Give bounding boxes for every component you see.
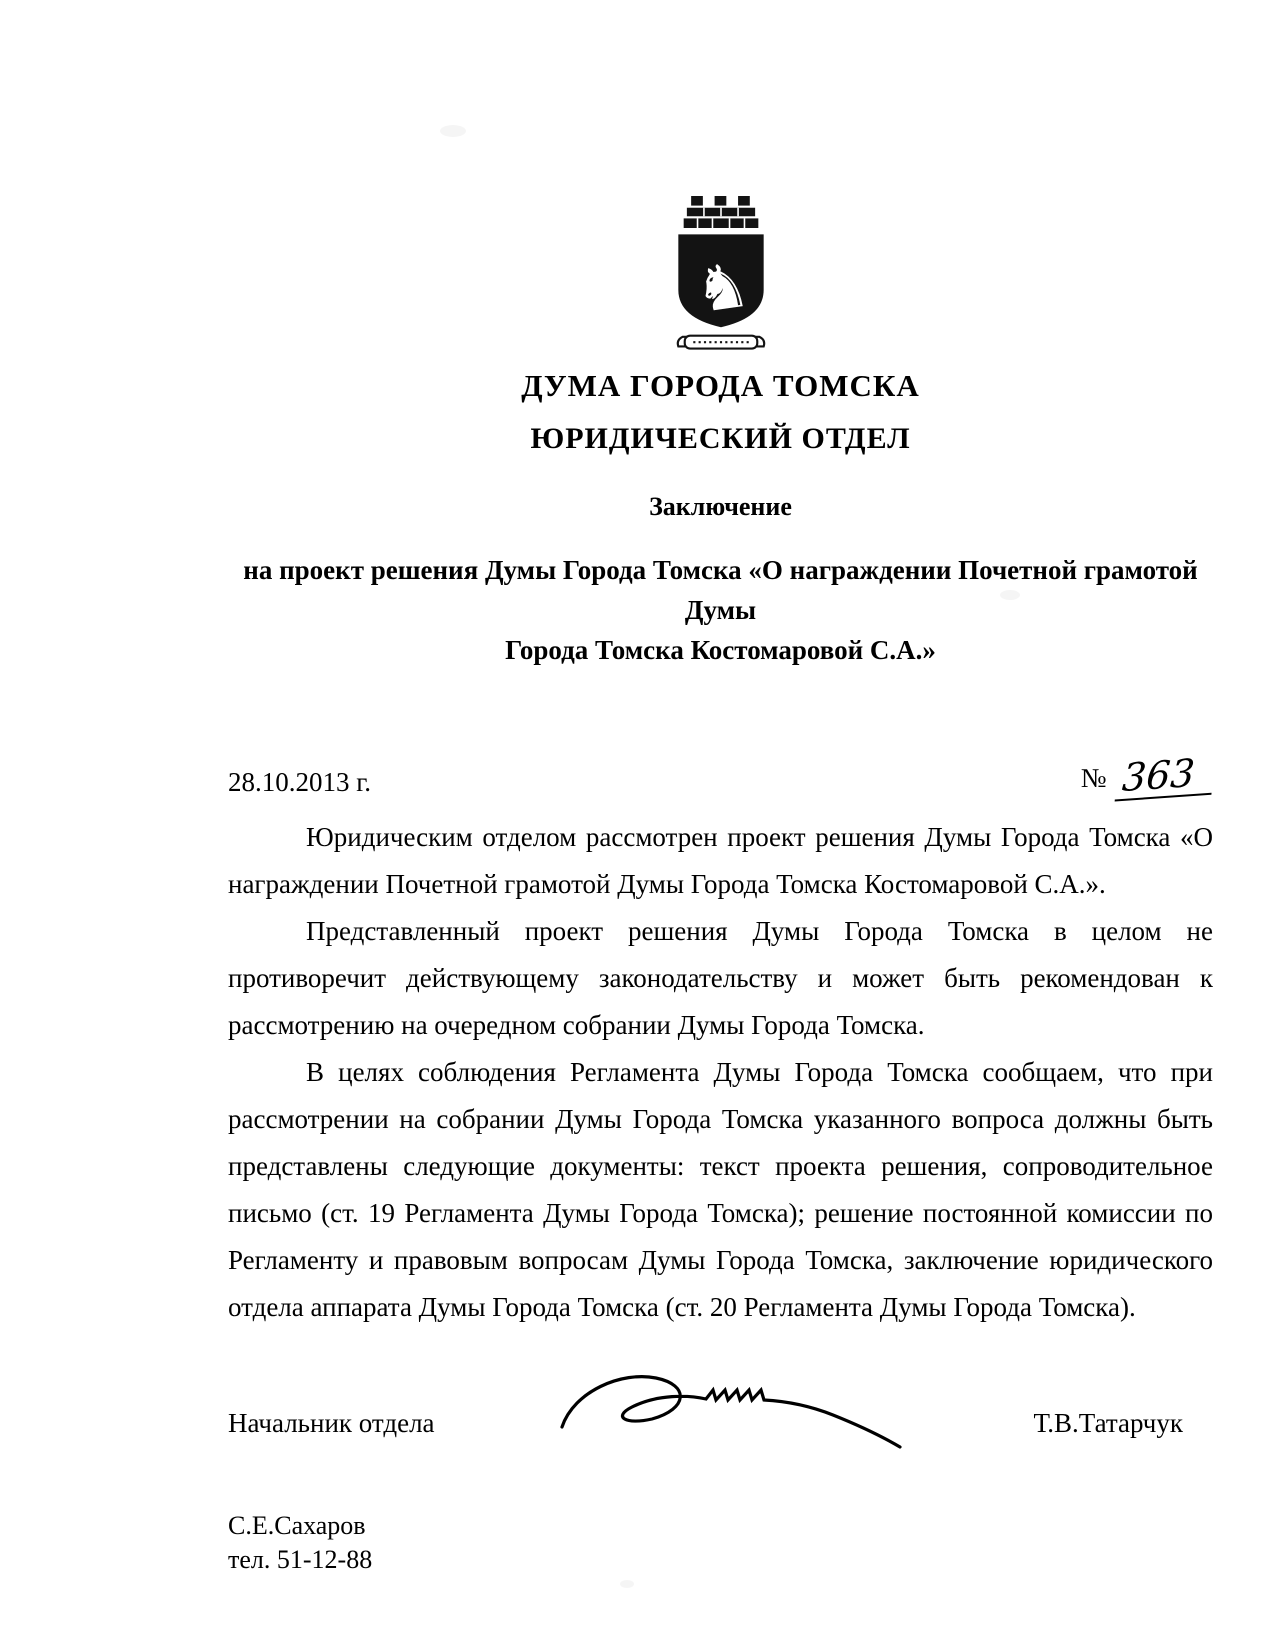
signature-icon	[548, 1365, 908, 1455]
doc-body	[228, 814, 1213, 1331]
scan-smudge	[440, 125, 466, 137]
doc-number	[1080, 750, 1213, 801]
crown-icon	[683, 196, 758, 228]
signoff-row	[228, 1383, 1213, 1463]
scan-smudge	[620, 1580, 634, 1588]
executor-name: С.Е.Сахаров	[228, 1511, 366, 1540]
horse-icon: ♞	[689, 248, 755, 328]
number-value-handwritten: 363	[1115, 752, 1214, 801]
number-sign: №	[1080, 763, 1107, 793]
document-content	[228, 196, 1213, 1577]
org-name: ДУМА ГОРОДА ТОМСКА	[521, 368, 920, 403]
doc-type-heading: Заключение	[649, 492, 792, 521]
paragraph: В целях соблюдения Регламента Думы Города Томска сообщаем, что при рассмотрении на собрании Думы Города Томска указанного вопроса должны быть представлены следующие документы: текст проекта решения, сопроводительное письмо (ст. 19 Регламента Думы Города Томска); решение постоянной комиссии по Регламенту и правовым вопросам Думы Города Томска, заключение юридического отдела аппарата Думы Города Томска (ст. 20 Регламента Думы Города Томска).	[228, 1057, 1213, 1322]
shield-icon	[678, 234, 763, 327]
paragraph: Представленный проект решения Думы Города Томска в целом не противоречит действующему законодательству и может быть рекомендован к рассмотрению на очередном собрании Думы Города Томска.	[228, 916, 1213, 1040]
executor-block	[228, 1509, 1213, 1577]
signoff-name: Т.В.Татарчук	[1033, 1407, 1183, 1438]
doc-title	[228, 550, 1213, 670]
coat-of-arms-graphic	[665, 196, 777, 356]
coat-of-arms	[228, 196, 1213, 356]
signoff-position: Начальник отдела	[228, 1407, 435, 1438]
scan-smudge	[1000, 590, 1020, 600]
executor-phone: тел. 51-12-88	[228, 1545, 373, 1574]
org-department: ЮРИДИЧЕСКИЙ ОТДЕЛ	[530, 422, 911, 455]
ribbon-icon	[677, 336, 763, 349]
doc-title-line2: Города Томска Костомаровой С.А.»	[505, 635, 936, 665]
paragraph: Юридическим отделом рассмотрен проект решения Думы Города Томска «О награждении Почетной грамотой Думы Города Томска Костомаровой С.А.».	[228, 822, 1213, 899]
date-number-row	[228, 750, 1213, 801]
doc-title-line1: на проект решения Думы Города Томска «О награждении Почетной грамотой Думы	[243, 555, 1198, 625]
doc-date: 28.10.2013 г.	[228, 767, 372, 797]
